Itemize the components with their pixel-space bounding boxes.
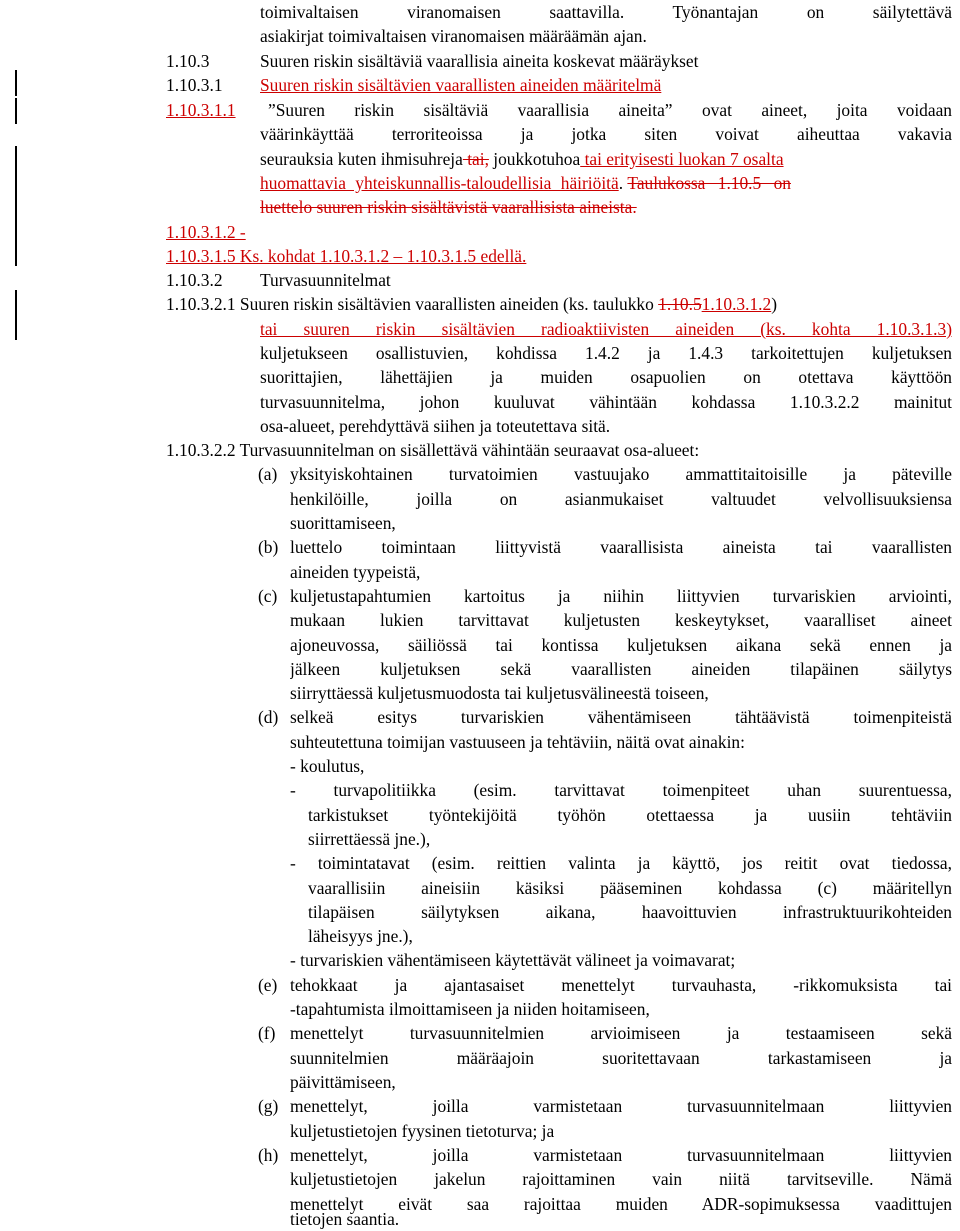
list-item-text: tietojen saantia. [290,1209,400,1229]
deleted-text: tai, [462,149,489,169]
list-marker: (d) [258,707,279,727]
list-item-text: -tapahtumista ilmoittamiseen ja niiden hoitamiseen, [290,999,650,1019]
list-marker: (a) [258,464,278,484]
section-number: 1.10.3.1 [166,75,223,95]
list-marker: (h) [258,1145,279,1165]
list-marker: (e) [258,975,278,995]
text-run: . [618,173,628,193]
sub-list-item: läheisyys jne.), [308,926,413,946]
list-item-text: siirryttäessä kuljetusmuodosta tai kuljetusvälineestä toiseen, [290,683,709,703]
list-marker: (b) [258,537,279,557]
change-bar [15,290,17,340]
list-item-text: ajoneuvossa, säiliössä tai kontissa kuljetuksen aikana sekä ennen ja [290,635,952,655]
body-text-line [260,171,791,195]
list-item-text: jälkeen kuljetuksen sekä vaarallisten aineiden tilapäinen säilytys [290,659,952,679]
body-text-line: toimivaltaisen viranomaisen saattavilla. Työnantajan on säilytettävä [260,2,952,22]
sub-list-item: vaarallisiin aineisiin käsiksi pääseminen kohdassa (c) määritellyn [308,878,952,898]
sub-list-item: - koulutus, [290,756,365,776]
inserted-text: tai erityisesti luokan 7 osalta [580,149,784,169]
body-text-line: kuljetukseen osallistuvien, kohdissa 1.4.2 ja 1.4.3 tarkoitettujen kuljetuksen [260,343,952,363]
body-text-line: suorittajien, lähettäjien ja muiden osapuolien on otettava käyttöön [260,367,952,387]
sub-list-item: - turvariskien vähentämiseen käytettävät välineet ja voimavarat; [290,950,736,970]
list-item-text: mukaan lukien tarvittavat kuljetusten keskeytykset, vaaralliset aineet [290,610,952,630]
deleted-text-line: luettelo suuren riskin sisältävistä vaarallisista aineista. [260,197,637,217]
list-item-text: suunnitelmien määräajoin suoritettavaan tarkastamiseen ja [290,1048,952,1068]
body-text-line: asiakirjat toimivaltaisen viranomaisen määräämän ajan. [260,26,647,46]
list-marker: (g) [258,1096,279,1116]
text-run: joukkotuhoa [488,149,581,169]
deleted-text: Taulukossa 1.10.5 on [627,173,791,193]
body-text-line: väärinkäyttää terroriteoissa ja jotka siten voivat aiheuttaa vakavia [260,124,952,144]
body-text-line: turvasuunnitelma, johon kuuluvat vähintään kohdassa 1.10.3.2.2 mainitut [260,392,952,412]
inserted-text-line: 1.10.3.1.2 - [166,222,246,242]
deleted-text: 1.10.5 [658,294,702,314]
section-heading-inserted: Suuren riskin sisältävien vaarallisten aineiden määritelmä [260,75,662,95]
list-item-text: menettelyt eivät saa rajoittaa muiden ADR-sopimuksessa vaadittujen [290,1194,952,1214]
list-item-text: selkeä esitys turvariskien vähentämiseen tähtäävistä toimenpiteistä [290,707,952,727]
list-item-text: suorittamiseen, [290,513,396,533]
body-text-line: osa-alueet, perehdyttävä siihen ja toteutettava sitä. [260,416,611,436]
inserted-text: huomattavia yhteiskunnallis-taloudellisia häiriöitä [260,173,619,193]
list-item-text: menettelyt, joilla varmistetaan turvasuunnitelmaan liittyvien [290,1096,952,1116]
list-marker: (c) [258,586,278,606]
inserted-text: 1.10.3.1.2 [701,294,772,314]
section-heading: Suuren riskin sisältäviä vaarallisia aineita koskevat määräykset [260,51,699,71]
list-item-text: kuljetustietojen fyysinen tietoturva; ja [290,1121,555,1141]
section-number: 1.10.3 [166,51,210,71]
body-text-line: ”Suuren riskin sisältäviä vaarallisia aineita” ovat aineet, joita voidaan [268,100,952,120]
list-marker: (f) [258,1023,276,1043]
change-bar [15,70,17,96]
body-text-line: 1.10.3.2.2 Turvasuunnitelman on sisällettävä vähintään seuraavat osa-alueet: [166,440,700,460]
text-run: ) [771,294,777,314]
sub-list-item: tarkistukset työntekijöitä työhön otettaessa ja uusiin tehtäviin [308,805,952,825]
list-item-text: henkilöille, joilla on asianmukaiset valtuudet velvollisuuksiensa [290,489,952,509]
list-item-text: tehokkaat ja ajantasaiset menettelyt turvauhasta, -rikkomuksista tai [290,975,952,995]
section-number: 1.10.3.2 [166,270,223,290]
list-item-text: päivittämiseen, [290,1072,396,1092]
list-item-text: kuljetustietojen jakelun rajoittaminen vain niitä tarvitseville. Nämä [290,1169,952,1189]
sub-list-item: - toimintatavat (esim. reittien valinta ja käyttö, jos reitit ovat tiedossa, [290,853,952,873]
list-item-text: aineiden tyypeistä, [290,562,421,582]
list-item-text: menettelyt, joilla varmistetaan turvasuunnitelmaan liittyvien [290,1145,952,1165]
list-item-text: kuljetustapahtumien kartoitus ja niihin liittyvien turvariskien arviointi, [290,586,952,606]
body-text-line [166,292,777,316]
inserted-text-line: 1.10.3.1.5 Ks. kohdat 1.10.3.1.2 – 1.10.3.1.5 edellä. [166,246,527,266]
change-bar [15,98,17,124]
sub-list-item: tilapäisen säilytyksen aikana, haavoittuvien infrastruktuurikohteiden [308,902,952,922]
list-item-text: suhteutettuna toimijan vastuuseen ja tehtäviin, näitä ovat ainakin: [290,732,745,752]
section-number-inserted: 1.10.3.1.1 [166,100,236,120]
section-heading: Turvasuunnitelmat [260,270,391,290]
sub-list-item: siirrettäessä jne.), [308,829,431,849]
list-item-text: menettelyt turvasuunnitelmien arvioimiseen ja testaamiseen sekä [290,1023,952,1043]
text-run: seurauksia kuten ihmisuhreja [260,149,463,169]
sub-list-item: - turvapolitiikka (esim. tarvittavat toimenpiteet uhan suurentuessa, [290,780,952,800]
change-bar [15,146,17,266]
inserted-text-line: tai suuren riskin sisältävien radioaktiivisten aineiden (ks. kohta 1.10.3.1.3) [260,319,952,339]
list-item-text: luettelo toimintaan liittyvistä vaarallisista aineista tai vaarallisten [290,537,952,557]
text-run: 1.10.3.2.1 Suuren riskin sisältävien vaarallisten aineiden (ks. taulukko [166,294,659,314]
body-text-line [260,147,952,171]
list-item-text: yksityiskohtainen turvatoimien vastuujako ammattitaitoisille ja päteville [290,464,952,484]
